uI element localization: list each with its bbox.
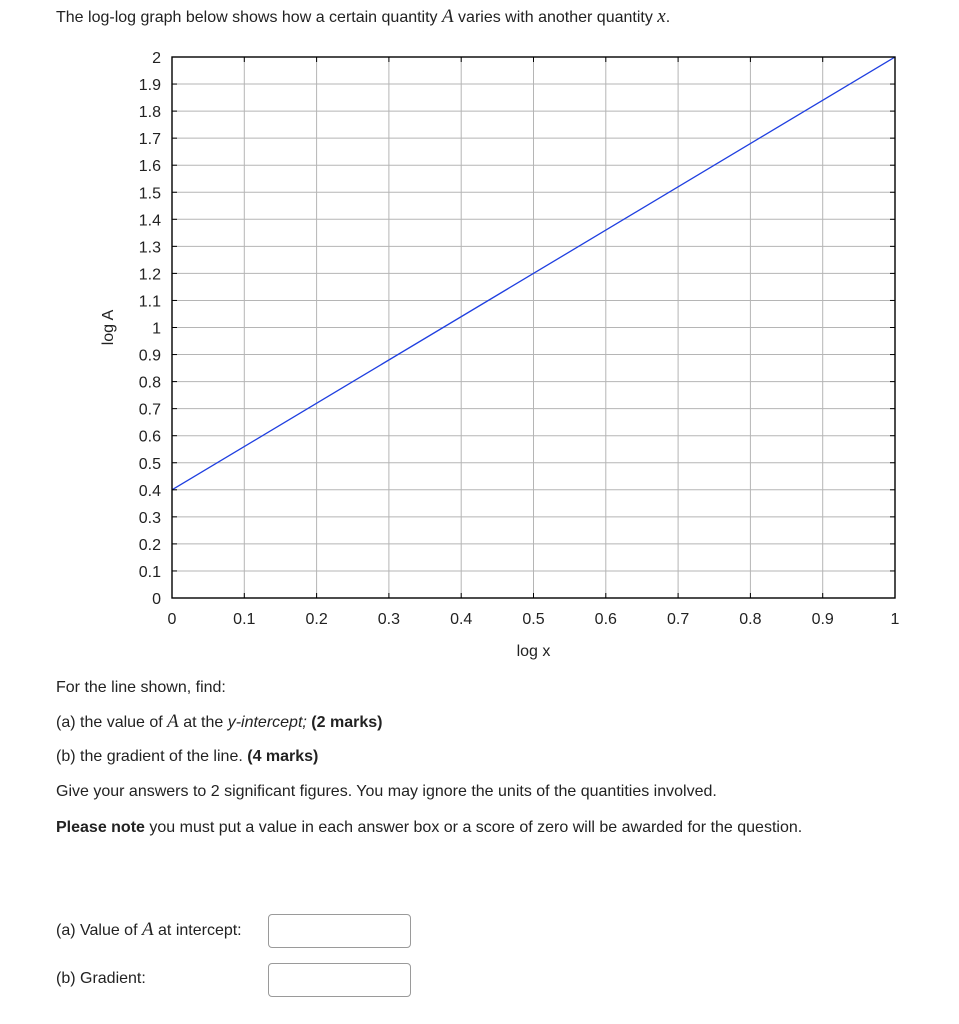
x-tick-label: 0.9: [811, 611, 834, 628]
part-a-prefix: (a) the value of: [56, 714, 168, 731]
y-tick-label: 1.6: [138, 158, 161, 176]
x-tick-label: 0.7: [666, 611, 690, 628]
intro-text-end: .: [665, 9, 671, 26]
answer-b-input[interactable]: [268, 963, 411, 997]
y-tick-label: 1.7: [138, 131, 161, 149]
find-instruction: For the line shown, find:: [56, 679, 226, 696]
y-tick-label: 1.9: [138, 77, 161, 95]
x-tick-labels: [168, 611, 900, 628]
x-tick-label: 0: [167, 611, 177, 628]
y-tick-label: 1.4: [138, 212, 161, 230]
y-tick-label: 1.8: [138, 104, 161, 122]
answer-a-prefix: (a) Value of: [56, 922, 142, 939]
answer-a-suffix: at intercept:: [153, 922, 242, 939]
y-tick-label: 0.3: [138, 509, 161, 527]
x-tick-label: 0.4: [450, 611, 473, 628]
sig-figs-instruction: Give your answers to 2 significant figures. You may ignore the units of the quantities involved.: [56, 783, 717, 800]
answer-a-label: [56, 919, 242, 942]
y-tick-labels: [139, 50, 161, 608]
intro-var-x: x: [657, 6, 666, 27]
y-axis-label: log A: [100, 309, 117, 346]
part-a-question: [56, 709, 382, 736]
part-a-var: A: [167, 711, 179, 732]
part-b-question: [56, 744, 318, 770]
y-tick-label: 0.5: [138, 455, 161, 473]
y-tick-label: 1.3: [138, 239, 161, 257]
part-b-marks: (4 marks): [247, 748, 319, 765]
intro-text-mid: varies with another quantity: [453, 9, 658, 26]
answer-a-var: A: [141, 919, 154, 940]
note-bold: Please note: [56, 819, 145, 836]
x-axis-label: log x: [516, 643, 551, 660]
y-tick-label: 0: [152, 591, 161, 608]
y-tick-label: 0.1: [138, 563, 161, 581]
part-b-text: (b) the gradient of the line.: [56, 748, 248, 765]
answer-a-input[interactable]: [268, 914, 411, 948]
y-tick-label: 1.2: [138, 266, 161, 284]
x-tick-label: 0.3: [377, 611, 401, 628]
x-tick-label: 0.6: [594, 611, 617, 628]
y-tick-label: 0.4: [138, 482, 161, 500]
x-tick-label: 0.1: [233, 611, 256, 628]
x-tick-label: 0.5: [522, 611, 545, 628]
note-rest: you must put a value in each answer box or a score of zero will be awarded for the question.: [144, 819, 803, 836]
y-tick-label: 1.5: [138, 185, 161, 203]
x-tick-label: 0.8: [739, 611, 762, 628]
y-tick-label: 0.2: [138, 536, 161, 554]
grid-lines: [172, 57, 895, 598]
y-tick-label: 0.7: [138, 401, 161, 419]
answer-b-label: (b) Gradient:: [56, 970, 146, 987]
intro-text: The log-log graph below shows how a certain quantity: [56, 9, 442, 26]
part-a-italic: y-intercept;: [227, 714, 307, 731]
please-note: [56, 815, 816, 841]
y-tick-label: 2: [152, 50, 161, 67]
y-tick-label: 1.1: [138, 293, 161, 311]
intro-var-a: A: [442, 6, 454, 27]
y-tick-label: 0.8: [138, 374, 161, 392]
y-tick-label: 1: [152, 320, 161, 338]
x-tick-label: 0.2: [305, 611, 328, 628]
part-a-mid: at the: [178, 714, 228, 731]
part-a-marks: (2 marks): [311, 714, 383, 731]
y-tick-label: 0.6: [138, 428, 161, 446]
y-tick-label: 0.9: [138, 347, 161, 365]
x-tick-label: 1: [890, 611, 900, 628]
